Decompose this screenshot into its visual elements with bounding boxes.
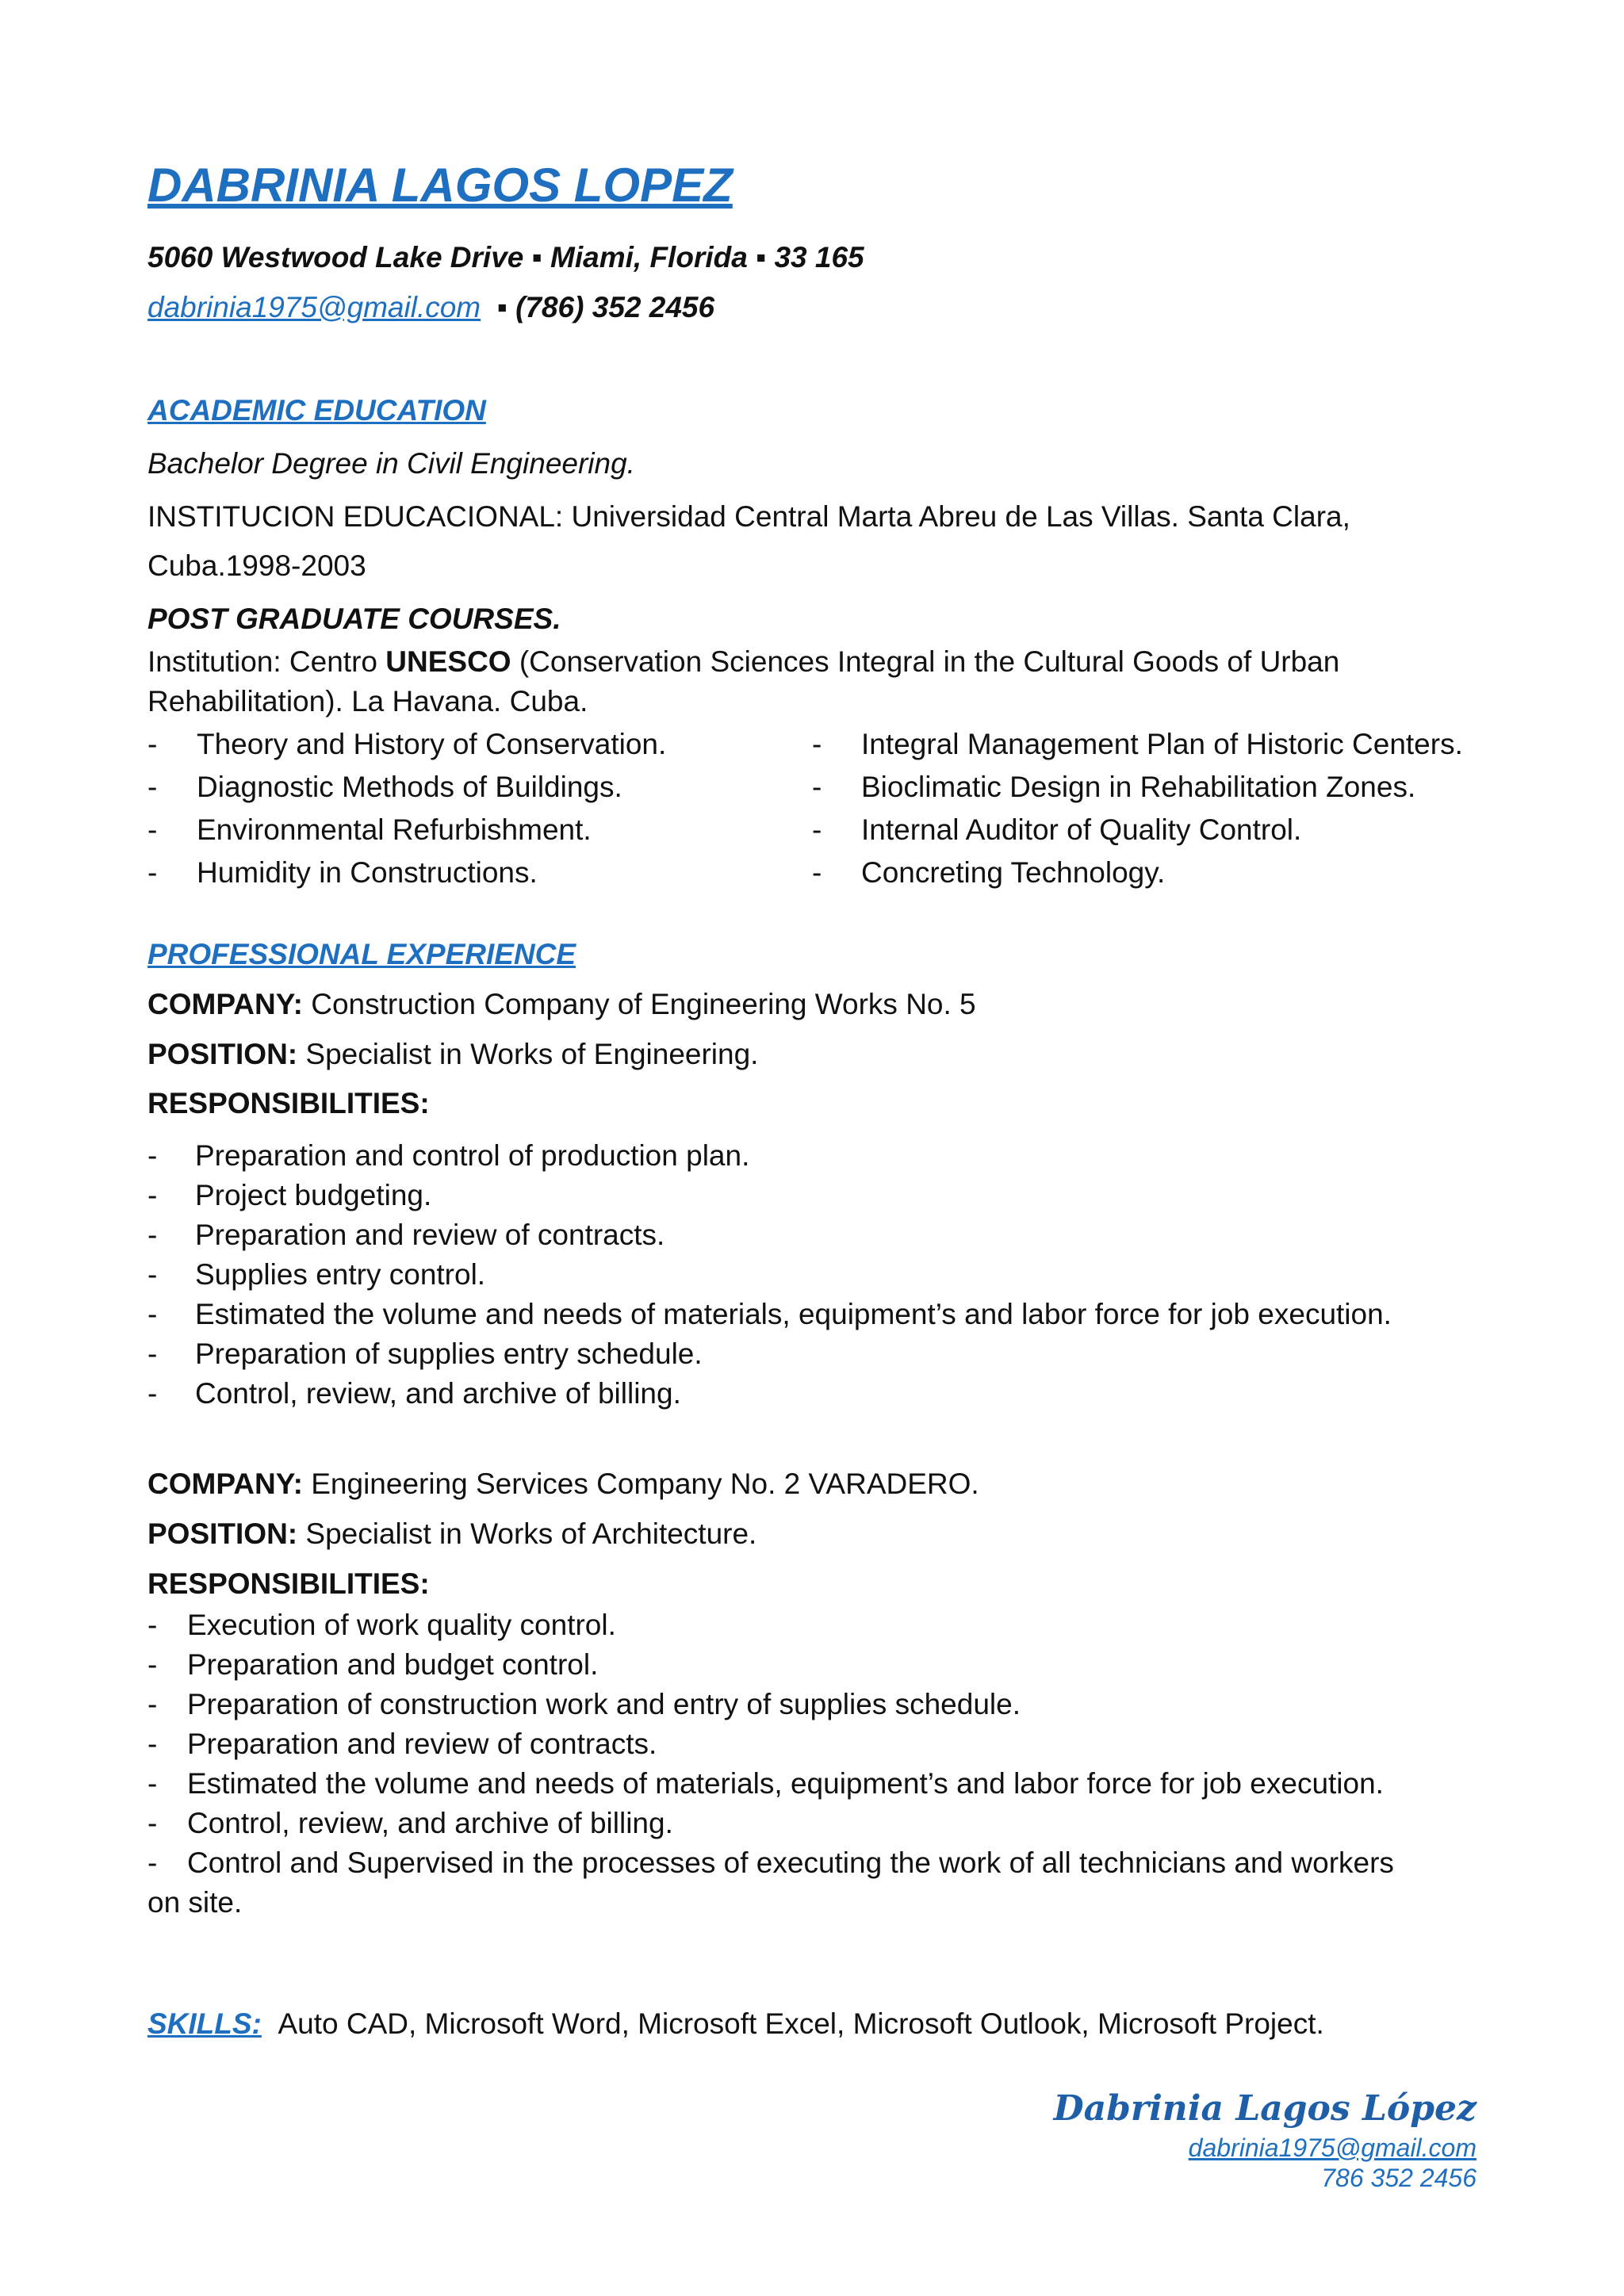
company-label: COMPANY: [147, 988, 303, 1020]
postgrad-heading: POST GRADUATE COURSES. [147, 603, 561, 635]
skills-heading: SKILLS: [147, 2007, 262, 2040]
postgrad-institution-org: UNESCO [385, 645, 511, 678]
position-value: Specialist in Works of Engineering. [297, 1038, 759, 1070]
company-label: COMPANY: [147, 1468, 303, 1500]
contact-line [147, 290, 714, 325]
course-item: - Diagnostic Methods of Buildings. [147, 771, 622, 803]
responsibility-item: - Control, review, and archive of billing. [147, 1807, 673, 1839]
experience-heading: PROFESSIONAL EXPERIENCE [147, 938, 576, 970]
responsibility-item: - Execution of work quality control. [147, 1609, 616, 1641]
course-item: - Integral Management Plan of Historic Centers. [812, 728, 1463, 760]
job-2-responsibilities-label: RESPONSIBILITIES: [147, 1567, 430, 1600]
job-1-responsibilities [147, 1136, 1559, 1414]
postgrad-institution-prefix: Institution: Centro [147, 645, 386, 678]
skills-line [147, 2007, 1324, 2042]
job-2-position [147, 1517, 756, 1552]
course-item: - Internal Auditor of Quality Control. [812, 813, 1302, 846]
job-2-responsibilities [147, 1605, 1424, 1923]
course-item: - Environmental Refurbishment. [147, 813, 592, 846]
course-item: - Humidity in Constructions. [147, 856, 538, 889]
courses-left-list [147, 723, 782, 894]
responsibility-item: - Preparation of construction work and entry of supplies schedule. [147, 1688, 1021, 1720]
position-label: POSITION: [147, 1038, 298, 1070]
position-value: Specialist in Works of Architecture. [297, 1517, 757, 1550]
company-value: Construction Company of Engineering Works No. 5 [302, 988, 976, 1020]
company-value: Engineering Services Company No. 2 VARADERO. [302, 1468, 979, 1500]
responsibility-item: - Control and Supervised in the processes of executing the work of all technicians and workers on site. [147, 1846, 1394, 1919]
signature-email[interactable]: dabrinia1975@gmail.com [1188, 2133, 1477, 2162]
job-1-position [147, 1037, 758, 1072]
responsibility-item: - Preparation and review of contracts. [147, 1728, 657, 1760]
job-1-responsibilities-label: RESPONSIBILITIES: [147, 1087, 430, 1119]
postgrad-institution-suffix: (Conservation Sciences Integral in the Cultural Goods of Urban [511, 645, 1340, 678]
position-label: POSITION: [147, 1517, 298, 1550]
course-item: - Theory and History of Conservation. [147, 728, 667, 760]
postgrad-institution [147, 645, 1339, 679]
responsibility-item: - Preparation and budget control. [147, 1648, 599, 1681]
courses-right-list [812, 723, 1526, 894]
address-line: 5060 Westwood Lake Drive ▪ Miami, Florida ▪ 33 165 [147, 241, 864, 274]
degree: Bachelor Degree in Civil Engineering. [147, 447, 635, 480]
responsibility-item: - Control, review, and archive of billing. [147, 1377, 681, 1410]
responsibility-item: - Estimated the volume and needs of materials, equipment’s and labor force for job execution. [147, 1298, 1392, 1330]
responsibility-item: - Preparation and control of production plan. [147, 1139, 750, 1172]
responsibility-item: - Preparation of supplies entry schedule. [147, 1337, 703, 1370]
responsibility-item: - Preparation and review of contracts. [147, 1219, 665, 1251]
education-heading: ACADEMIC EDUCATION [147, 394, 486, 427]
email-link[interactable]: dabrinia1975@gmail.com [147, 291, 481, 323]
job-1-company [147, 987, 976, 1022]
institution-line-1: INSTITUCION EDUCACIONAL: Universidad Central Marta Abreu de Las Villas. Santa Clara, [147, 500, 1350, 533]
responsibility-item: - Project budgeting. [147, 1179, 432, 1211]
signature-name: Dabrinia Lagos López [1053, 2088, 1477, 2129]
skills-list: Auto CAD, Microsoft Word, Microsoft Excel, Microsoft Outlook, Microsoft Project. [278, 2007, 1324, 2040]
postgrad-institution-line-2: Rehabilitation). La Havana. Cuba. [147, 685, 588, 718]
institution-line-2: Cuba.1998-2003 [147, 549, 366, 582]
signature-phone: 786 352 2456 [1321, 2164, 1477, 2192]
job-2-company [147, 1467, 979, 1502]
course-item: - Bioclimatic Design in Rehabilitation Zones. [812, 771, 1416, 803]
responsibility-item: - Estimated the volume and needs of materials, equipment’s and labor force for job execution. [147, 1767, 1384, 1800]
resume-name: DABRINIA LAGOS LOPEZ [147, 159, 733, 212]
phone-number: ▪ (786) 352 2456 [496, 291, 715, 323]
signature-block [842, 2088, 1477, 2193]
course-item: - Concreting Technology. [812, 856, 1166, 889]
responsibility-item: - Supplies entry control. [147, 1258, 486, 1291]
